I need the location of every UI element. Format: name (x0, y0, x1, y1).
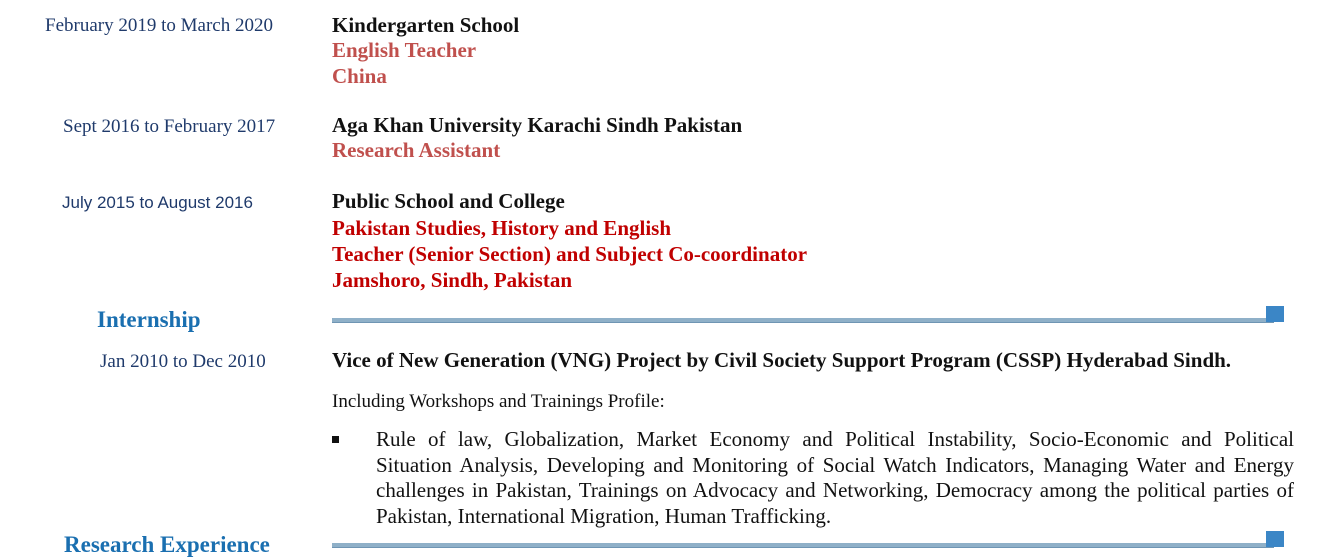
section-divider-cap (1266, 306, 1284, 322)
internship-profile-label: Including Workshops and Trainings Profile: (332, 391, 665, 412)
bullet-item: Rule of law, Globalization, Market Economy and Political Instability, Socio-Economic and Political Situation Analysis, Developing and Monitoring of Social Watch Indicators, Managing Water and Energy challenges in Pakistan, Trainings on Advocacy and Networking, Democracy among the political parties of Pakistan, International Migration, Human Trafficking. (376, 427, 1294, 528)
bullet-marker (332, 436, 339, 443)
entry-role: Teacher (Senior Section) and Subject Co-coordinator (332, 242, 808, 266)
entry-date: July 2015 to August 2016 (62, 193, 253, 212)
entry-role: English Teacher (332, 38, 477, 62)
section-divider-cap (1266, 531, 1284, 547)
entry-subjects: Pakistan Studies, History and English (332, 216, 672, 240)
entry-date: February 2019 to March 2020 (45, 15, 273, 36)
internship-date: Jan 2010 to Dec 2010 (100, 351, 266, 372)
entry-organization: Public School and College (332, 189, 565, 213)
section-divider (332, 543, 1274, 548)
entry-date: Sept 2016 to February 2017 (63, 116, 276, 137)
entry-organization: Aga Khan University Karachi Sindh Pakistan (332, 113, 743, 137)
section-divider (332, 318, 1274, 323)
entry-role: Research Assistant (332, 138, 501, 162)
internship-project: Vice of New Generation (VNG) Project by Civil Society Support Program (CSSP) Hyderabad Sindh. (332, 348, 1232, 372)
entry-organization: Kindergarten School (332, 13, 520, 37)
entry-location: Jamshoro, Sindh, Pakistan (332, 268, 573, 292)
entry-location: China (332, 64, 387, 88)
section-heading-research: Research Experience (64, 532, 270, 557)
section-heading-internship: Internship (97, 307, 201, 332)
